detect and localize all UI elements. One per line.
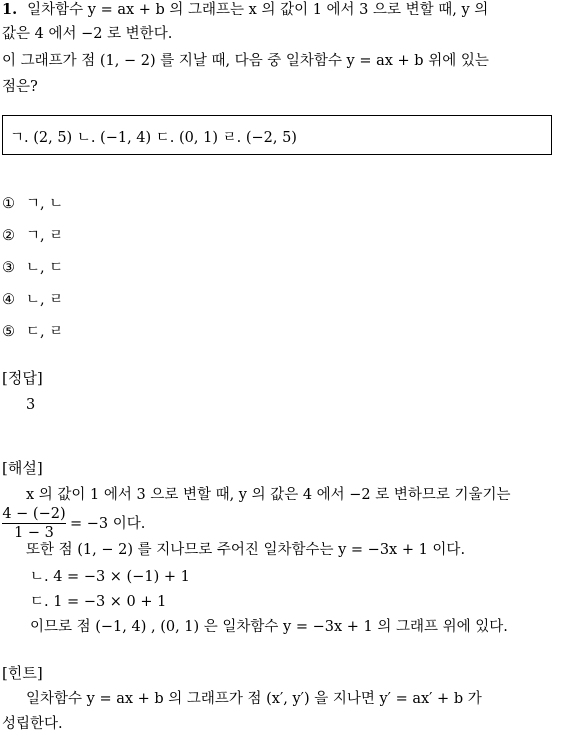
question-text-1: 일차함수 y = ax + b 의 그래프는 x 의 값이 1 에서 3 으로 변할 때, y 의 [27,2,489,18]
choice-number-4: ④ [2,292,15,308]
question-line-3: 이 그래프가 점 (1, − 2) 를 지날 때, 다음 중 일차함수 y = ax + b 위에 있는 [2,53,489,69]
hint-line-1: 일차함수 y = ax + b 의 그래프가 점 (x′, y′) 을 지나면 y′ = ax′ + b 가 [26,691,482,707]
hint-label: [힌트] [2,664,43,682]
choice-text-4: ㄴ, ㄹ [26,292,64,308]
fraction-numerator: 4 − (−2) [2,506,66,522]
choice-text-3: ㄴ, ㄷ [26,260,64,276]
options-box-text: ㄱ. (2, 5) ㄴ. (−1, 4) ㄷ. (0, 1) ㄹ. (−2, 5) [10,130,297,146]
question-number: 1. [2,1,18,18]
choice-number-1: ① [2,196,15,212]
explanation-line-3: 또한 점 (1, − 2) 를 지나므로 주어진 일차함수는 y = −3x + 1 이다. [26,542,466,558]
question-line-1 [2,0,488,20]
explanation-line-1: x 의 값이 1 에서 3 으로 변할 때, y 의 값은 4 에서 −2 로 변하므로 기울기는 [26,487,511,503]
choice-text-5: ㄷ, ㄹ [26,324,64,340]
choice-text-1: ㄱ, ㄴ [26,196,64,212]
explanation-line-5: ㄷ. 1 = −3 × 0 + 1 [30,594,167,610]
choice-number-3: ③ [2,260,15,276]
answer-value: 3 [26,397,36,413]
question-line-4: 점은? [2,79,38,95]
answer-label: [정답] [2,369,43,387]
choice-2[interactable] [2,226,63,246]
fraction-denominator: 1 − 3 [14,525,54,541]
hint-line-2: 성립한다. [2,716,63,732]
choice-5[interactable] [2,322,63,342]
choice-4[interactable] [2,290,63,310]
explanation-line-4: ㄴ. 4 = −3 × (−1) + 1 [30,569,190,585]
choice-number-2: ② [2,228,15,244]
choice-text-2: ㄱ, ㄹ [26,228,64,244]
slope-fraction [2,506,66,541]
choice-number-5: ⑤ [2,324,15,340]
explanation-line-6: 이므로 점 (−1, 4) , (0, 1) 은 일차함수 y = −3x + 1 의 그래프 위에 있다. [30,619,508,635]
options-box [2,115,552,155]
question-line-2: 값은 4 에서 −2 로 변한다. [2,26,173,42]
explanation-line-2-rest: = −3 이다. [70,516,146,532]
choice-3[interactable] [2,258,63,278]
explanation-label: [해설] [2,459,43,477]
choice-1[interactable] [2,194,63,214]
